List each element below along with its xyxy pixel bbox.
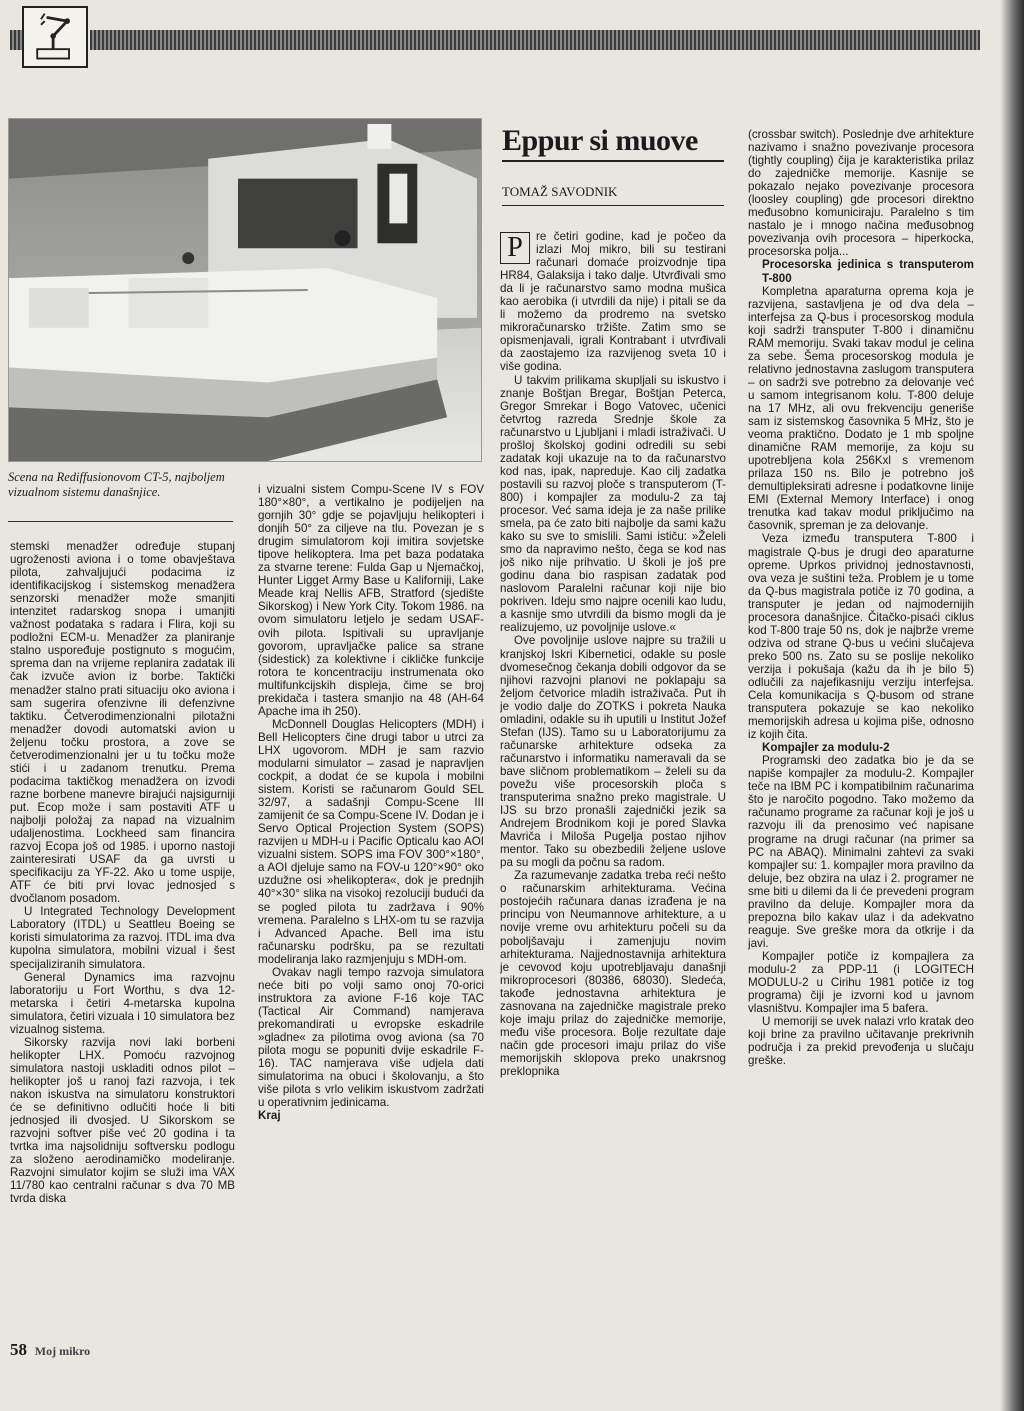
paragraph: Za razumevanje zadatka treba reći nešto o računarskim arhitekturama. Većina postojećih računara danas izrađena je na principu von Neumannove arhitekture, a u novije vreme ovu arhitekturu počeli su da poboljšavaju i zamenjuju novim arhitekturama. Najjednostavnija arhitektura je cevovod koju upotrebljavaju današnji mikroprocesori (80386, 68030). Sledeća, takođe jednostavna arhitektura je zasnovana na zajedničke magistrale preko koje imaju prilaz do zajedničke memorije, među više procesora. Bolje rezultate daje način gde procesori imaju prilaz do više memorijskih sklopova preko unakrsnog preklopnika [500,869,726,1078]
author-byline: TOMAŽ SAVODNIK [502,184,618,199]
lead-paragraph [500,230,726,374]
paragraph: Sikorsky razvija novi laki borbeni helikopter LHX. Pomoću razvojnog simulatora nastoji uskladiti odnos pilot – helikopter još u ranoj fazi razvoja, i tek nakon iskustva na simulatoru konstruktori će se definitivno odlučiti hoće li biti jednosjed ili dvosjed. U Sikorskom se razvojni softver piše već 20 godina i ta tvrtka ima najsolidniju softversku podlogu za složeno aerodinamičko modeliranje. Razvojni simulator kojim se služi ima VAX 11/780 kao centralni računar s dva 70 MB tvrda diska [10,1035,235,1206]
paragraph: General Dynamics ima razvojnu laboratoriju u Fort Worthu, s dva 12-metarska i četiri 4-metarska kupolna simulatora, četiri vizuala i 10 simulatora bez vizualnog sistema. [10,970,235,1036]
title-rule [502,160,724,162]
paragraph: U memoriji se uvek nalazi vrlo kratak deo koji brine za pravilno učitavanje prekrivnih područja i za prekid prevođenja u slučaju greške. [748,1015,974,1068]
paragraph: stemski menadžer određuje stupanj ugroženosti aviona i o tome obavještava pilota, zahvaljujući podacima iz identifikacijskog i sistemskog menadžera senzorski menadžer može smanjiti intenzitet radarskog snopa i umanjiti važnost podataka s radara i Flira, koji su podložni ECM-u. Menadžer za planiranje stalno uspoređuje postignuto s mogućim, sprema dan na vrijeme replanira zadatak ili čak izvuče avion iz borbe. Taktički menadžer stalno prati situaciju oko aviona i sam sugerira ofenzivne ili defenzivne taktiku. Četverodimenzionalni pilotažni menadžer dovodi automatski avion u željenu točku prostora, a zove se četverodimenzionalni jer u tu točku može stići i u zadanom trenutku. Prema podacima taktičkog menadžera on izvodi razne borbene manevre birajući najsigurniji put. Ecop može i sam postaviti ATF u najbolji položaj za napad na vizualnim udaljenostima. Lockheed sam financira razvoj Ecopa još od 1985. i uporno nastoji zainteresirati USAF da ga uvrsti u specifikaciju za YF-22. Ako u tome uspije, ATF će biti prvi lovac jednosjed s dvočlanom posadom. [10,540,235,906]
header-band [90,30,980,50]
column-1 [10,540,235,1330]
paragraph: i vizualni sistem Compu-Scene IV s FOV 180°×80°, a vertikalno je podijeljen na gornjih 30° gdje se pojavljuju helikopteri i donjih 50° za ciljeve na tlu. Povezan je s drugim simulatorom koji imitira sovjetske tipove helikoptera. Ima pet baza podataka za stvarne terene: Fulda Gap u Njemačkoj, Hunter Ligget Army Base u Kaliforniji, Lake Meade kraj Nellis AFB, Stratford (sjedište Sikorskog) i New York City. Tokom 1986. na ovom simulatoru letjelo je sedam USAF-ovih pilota. Ispitivali su upravljanje govorom, upravljačke palice sa strane (sidestick) za kolektivne i cikličke funkcije rotora te koncentraciju instrumenata oko multifunkcijskih displeja, čime se broj prekidača i tastera smanjio na 48 (AH-64 Apache ima ih 250). [258,483,484,718]
simulator-room-photo [8,118,482,462]
column-2 [258,483,484,1283]
paragraph: U takvim prilikama skupljali su iskustvo i znanje Boštjan Bregar, Boštjan Peterca, Gregor Smrekar i Bogo Vatovec, učenici četvrtog razreda Srednje škole za računarstvo u Ljubljani i mladi istraživači. U prošloj školskoj godini odredili su sebi zadatak koji ukazuje na to da računarstvo kod nas, ipak, napreduje. Kao cilj zadatka postavili su razvoj ploče s transputerom (T-800) i kompajler za modulu-2 za taj procesor. Već sama ideja je za naše prilike smela, pa će zato biti najbolje da sami kažu kako su sve to smislili. Sami ističu: »Želeli smo da napravimo nešto, čega se kod nas još niko nije prihvatio. U školi je još pre godinu dana bio raspisan zadatak pod naslovom Paralelni računar koji nije bio pokriven. Ideju smo najpre ocenili kao ludu, a kasnije smo utvrdili da bismo mogli da je realizujemo, uz povoljnije uslove.« [500,373,726,635]
page-folio [10,1340,90,1360]
caption-rule [8,521,233,522]
lead-text: re četiri godine, kad je počeo da izlazi Moj mikro, bili su testirani računari domaće proizvodnje tipa HR84, Galaksija i tako dalje. Utvrđivali smo da li je računarstvo samo modna mušica kao aerobika (i utvrdili da nije) i pitali se da li možemo da prodremo na svetsko mikroračunarsko tržište. Zatim smo se opismenjavali, igrali Kontrabant i utvrđivali da zaostajemo iza razvijenog sveta 10 i više godina. [500,230,726,374]
page-edge-shadow [1000,0,1024,1411]
paragraph: Kompajler potiče iz kompajlera za modulu-2 za PDP-11 (i LOGITECH MODULU-2 u Cirihu 1981 potiče iz tog programa) čiji je izvorni kod u javnom vlasništvu. Kompajler ima 5 bafera. [748,949,974,1016]
page-number: 58 [10,1340,27,1359]
paragraph: Veza između transputera T-800 i magistrale Q-bus je drugi deo aparaturne opreme. Uprkos prividnoj jednostavnosti, ova veza je suštini teža. Problem je u tome da Q-bus magistrala potiče iz 70 godina, a transputer je jedan od najmodernijih procesora današnjice. Čitačko-pisaći ciklus kod T-800 traje 50 ns, dok je najbrže vreme odziva od strane Q-bus u većini slučajeva preko 500 ns. Zato su se poslije nekoliko verzija i pokušaja (kažu da ih je bilo 5) odlučili za najefikasniju verziju interfejsa. Cela komunikacija s Q-busom od strane transputera pokazuje se kao nekoliko memorijskih adresa u kojima piše, odnosno iz kojih čita. [748,532,974,742]
column-3 [500,230,726,1330]
paragraph: Ovakav nagli tempo razvoja simulatora neće biti po volji samo onoj 70-orici instruktora za avione F-16 koje TAC (Tactical Air Command) namjerava prekomandirati u evropske eskadrile »gladne« za pilotima ovog aviona (sa 70 pilota mogu se popuniti dvije eskadrile F-16). TAC namjerava više udjela dati simulatorima na obuci i školovanju, a što više pilota s vrlo velikim iskustvom zadržati u operativnim jedinicama. [258,965,484,1110]
subheading-compiler: Kompajler za modulu-2 [762,741,890,755]
paragraph: Kompletna aparaturna oprema koja je razvijena, sastavljena je od dva dela – interfejsa za Q-bus i procesorskog modula koji sadrži transputer T-800 i dinamičnu RAM memoriju. Svaki takav modul je celina za sebe. Šema procesorskog modula je relativno jednostavna zaslugom transputera – on sadrži sve potrebno za delovanje već u samom integrisanom kolu. T-800 deluje na 17 MHz, ali ovu frekvenciju generiše sam iz sistemskog časovnika 5 MHz, što je veoma praktično. Dodato je 1 mb spoljne dinamične RAM memorije, za koju su upotrebljena kola 256Kxl s vremenom prilaza 150 ns. Bilo je potrebno još demultipleksirati adresne i podatkovne linije EMI (External Memory Interface) i onog trenutka kad takav modul priključimo na časovnik, spreman je za delovanje. [748,284,974,533]
robot-arm-icon [24,8,86,66]
paragraph: Ove povoljnije uslove najpre su tražili u kranjskoj Iskri Kibernetici, odakle su posle dvomesečnog čekanja dobili odgovor da se njihovi razvojni planovi ne poklapaju sa željom četvorice mladih istraživača. Put ih je vodio dalje do ZOTKS i pokreta Nauka omladini, odakle su ih uputili u Institut Jožef Stefan (IJS). Tamo su u Laboratorijumu za računarske arhitekture odseka za računarstvo i informatiku nameravali da se bave sličnom problematikom – želeli su da povežu više procesorskih ploča s transputerima snažno preko magistrale. U IJS su brzo pronašli zajednički jezik sa Andrejem Brodnikom koji je pored Slavka Mavriča i Miloša Pugelja postao njihov mentor. Tako su obezbedili željene uslove pa su mogli da počnu sa radom. [500,634,726,870]
drop-cap: P [500,232,530,264]
magazine-name: Moj mikro [34,1344,91,1358]
paragraph: (crossbar switch). Poslednje dve arhitekture nazivamo i snažno povezivanje procesora (tightly coupling) čija je karakteristika prilaz do zajedničke memorije. Kasnije se pokazalo nejako povezivanje procesora (loosley coupling) gde procesori direktno međusobno komuniciraju. Paralelno s tim nastalo je i mnogo načina međusobnog povezivanja ovih procesora – hiperkocka, procesorska polja... [748,128,974,259]
paragraph: U Integrated Technology Development Laboratory (ITDL) u Seattleu Boeing se koristi simulatorima za razvoj. ITDL ima dva kupolna simulatora, mobilni vizual i šest specijaliziranih simulatora. [10,905,235,971]
paragraph: Programski deo zadatka bio je da se napiše kompajler za modulu-2. Kompajler teče na IBM PC i kompatibilnim računarima što je naročito pogodno. Tako možemo da računamo programe za računar koji je još u razvoju ili da prenosimo već napisane programe na drugi računar (na primer sa PC na ABAQ). Minimalni zahtevi za svaki kompajler su: 1. kompajler mora pravilno da deluje, bez obzira na ulaz i 2. programer ne sme biti u dilemi da li će prevedeni program pravilno da deluje. Kompajler mora da prepozna bilo kakav ulaz i da adekvatno reaguje. Sve greške mora da otkrije i da javi. [748,754,974,950]
photo-caption: Scena na Rediffusionovom CT-5, najboljem vizualnom sistemu današnjice. [8,470,225,499]
header-band-left [10,30,22,50]
section-logo [22,6,88,68]
column-4 [748,128,974,1338]
article-title: Eppur si muove [502,124,698,157]
end-mark: Kraj [258,1109,281,1123]
paragraph: McDonnell Douglas Helicopters (MDH) i Bell Helicopters čine drugi tabor u utrci za LHX ugovorom. MDH je sam razvio modularni simulator – zasad je napravljen cockpit, a dodat će se kupola i mobilni sistem. Koristi se računarom Gould SEL 32/97, a sadašnji Compu-Scene III zamijenit će sa Compu-Scene IV. Dodan je i Servo Optical Projection System (SOPS) razvijen u MDH-u i Pacific Opticalu kao AOI vizualni sistem. SOPS ima FOV 300°×180°, a AOI djeluje samo na FOV-u 120°×90° oko uzdužne osi »helikoptera«, dok je prednjih 40°×30° slika na visokoj rezoluciji budući da se pogled pilota tu zadržava i 90% vremena. Paralelno s LHX-om tu se razvija i Advanced Apache. Bell ima istu računarsku podršku, pa se rezultati modeliranja lako razmjenjuju s MDH-om. [258,717,484,966]
subheading-transputer: Procesorska jedinica s transputerom T-800 [762,258,974,285]
byline-rule [502,205,724,206]
